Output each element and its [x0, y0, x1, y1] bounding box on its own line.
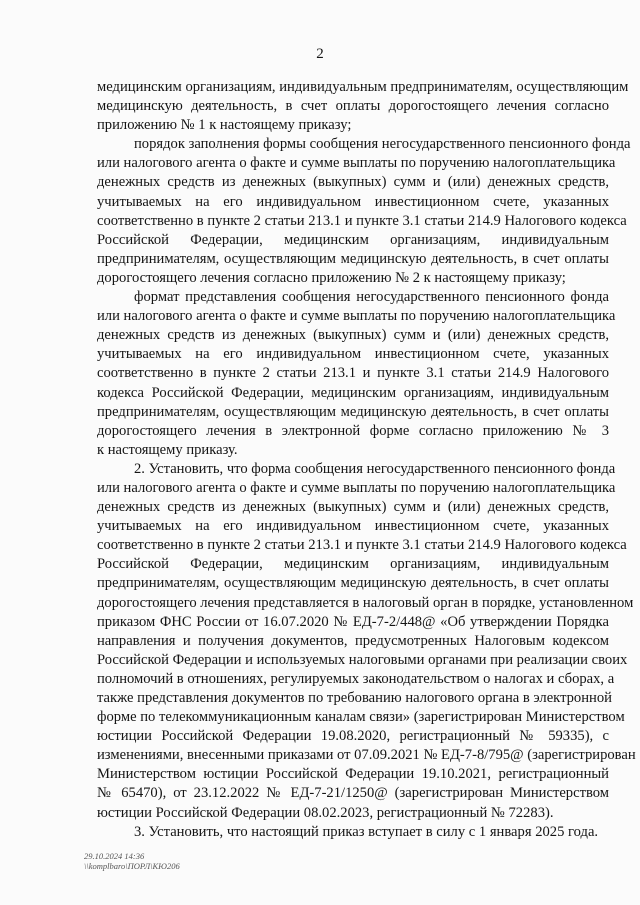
text-line: дорогостоящего лечения представляется в налоговый орган в порядке, установленном: [97, 594, 634, 611]
text-line: или налогового агента о факте и сумме выплаты по поручению налогоплательщика: [97, 479, 616, 496]
text-line: 3. Установить, что настоящий приказ вступает в силу с 1 января 2025 года.: [134, 823, 599, 840]
text-line: направления и получения документов, предусмотренных Налоговым кодексом: [97, 632, 609, 649]
text-line: порядок заполнения формы сообщения негосударственного пенсионного фонда: [134, 136, 631, 153]
text-line: медицинскую деятельность, в счет оплаты дорогостоящего лечения согласно: [97, 98, 609, 115]
text-line: Российской Федерации и используемых налоговыми органами при реализации своих: [97, 651, 628, 668]
text-line: учитываемых на его индивидуальном инвестиционном счете, указанных: [97, 346, 609, 363]
text-line: медицинским организациям, индивидуальным предпринимателям, осуществляющим: [97, 79, 629, 95]
text-line: полномочий в отношениях, регулируемых законодательством о налогах и сборах, а: [97, 670, 615, 687]
text-line: приложению № 1 к настоящему приказу;: [97, 117, 352, 134]
text-line: или налогового агента о факте и сумме выплаты по поручению налогоплательщика: [97, 155, 616, 172]
text-line: форме по телекоммуникационным каналам связи» (зарегистрирован Министерством: [97, 709, 625, 726]
text-line: юстиции Российской Федерации 19.08.2020, регистрационный № 59335), с: [97, 728, 609, 745]
text-line: приказом ФНС России от 16.07.2020 № ЕД-7-2/448@ «Об утверждении Порядка: [97, 613, 609, 630]
text-line: Российской Федерации, медицинским организациям, индивидуальным: [97, 556, 609, 573]
footer-timestamp: 29.10.2024 14:36: [84, 851, 145, 861]
text-line: предпринимателям, осуществляющим медицинскую деятельность, в счет оплаты: [97, 575, 609, 592]
text-line: учитываемых на его индивидуальном инвестиционном счете, указанных: [97, 518, 609, 535]
footer-path: \\komplbaro\ПОРЛ\КЮ206: [84, 861, 180, 871]
text-line: № 65470), от 23.12.2022 № ЕД-7-21/1250@ (зарегистрирован Министерством: [97, 785, 609, 802]
text-line: формат представления сообщения негосударственного пенсионного фонда: [134, 289, 609, 306]
text-line: юстиции Российской Федерации 08.02.2023, регистрационный № 72283).: [97, 804, 554, 821]
footer-stamp: [84, 851, 180, 871]
text-line: соответственно в пункте 2 статьи 213.1 и пункте 3.1 статьи 214.9 Налогового кодекса: [97, 212, 627, 229]
text-line: предпринимателям, осуществляющим медицинскую деятельность, в счет оплаты: [97, 250, 609, 267]
text-line: к настоящему приказу.: [97, 441, 238, 458]
text-line: предпринимателям, осуществляющим медицинскую деятельность, в счет оплаты: [97, 403, 609, 420]
page-number: 2: [316, 46, 324, 62]
text-line: учитываемых на его индивидуальном инвестиционном счете, указанных: [97, 193, 609, 210]
text-line: Министерством юстиции Российской Федерации 19.10.2021, регистрационный: [97, 766, 609, 783]
text-line: 2. Установить, что форма сообщения негосударственного пенсионного фонда: [134, 460, 616, 477]
text-line: соответственно в пункте 2 статьи 213.1 и пункте 3.1 статьи 214.9 Налогового: [97, 365, 609, 382]
text-line: также представления документов по требованию налогового органа в электронной: [97, 690, 612, 706]
text-line: денежных средств из денежных (выкупных) сумм и (или) денежных средств,: [97, 499, 609, 516]
text-line: дорогостоящего лечения в электронной форме согласно приложению № 3: [97, 422, 609, 439]
text-line: изменениями, внесенными приказами от 07.09.2021 № ЕД-7-8/795@ (зарегистрирован: [97, 747, 636, 764]
text-line: денежных средств из денежных (выкупных) сумм и (или) денежных средств,: [97, 174, 609, 191]
text-line: Российской Федерации, медицинским организациям, индивидуальным: [97, 231, 609, 248]
text-line: дорогостоящего лечения согласно приложению № 2 к настоящему приказу;: [97, 269, 566, 286]
text-line: денежных средств из денежных (выкупных) сумм и (или) денежных средств,: [97, 327, 609, 344]
text-line: или налогового агента о факте и сумме выплаты по поручению налогоплательщика: [97, 308, 616, 325]
text-line: кодекса Российской Федерации, медицинским организациям, индивидуальным: [97, 384, 609, 401]
document-body: [97, 78, 636, 842]
text-line: соответственно в пункте 2 статьи 213.1 и пункте 3.1 статьи 214.9 Налогового кодекса: [97, 537, 627, 554]
